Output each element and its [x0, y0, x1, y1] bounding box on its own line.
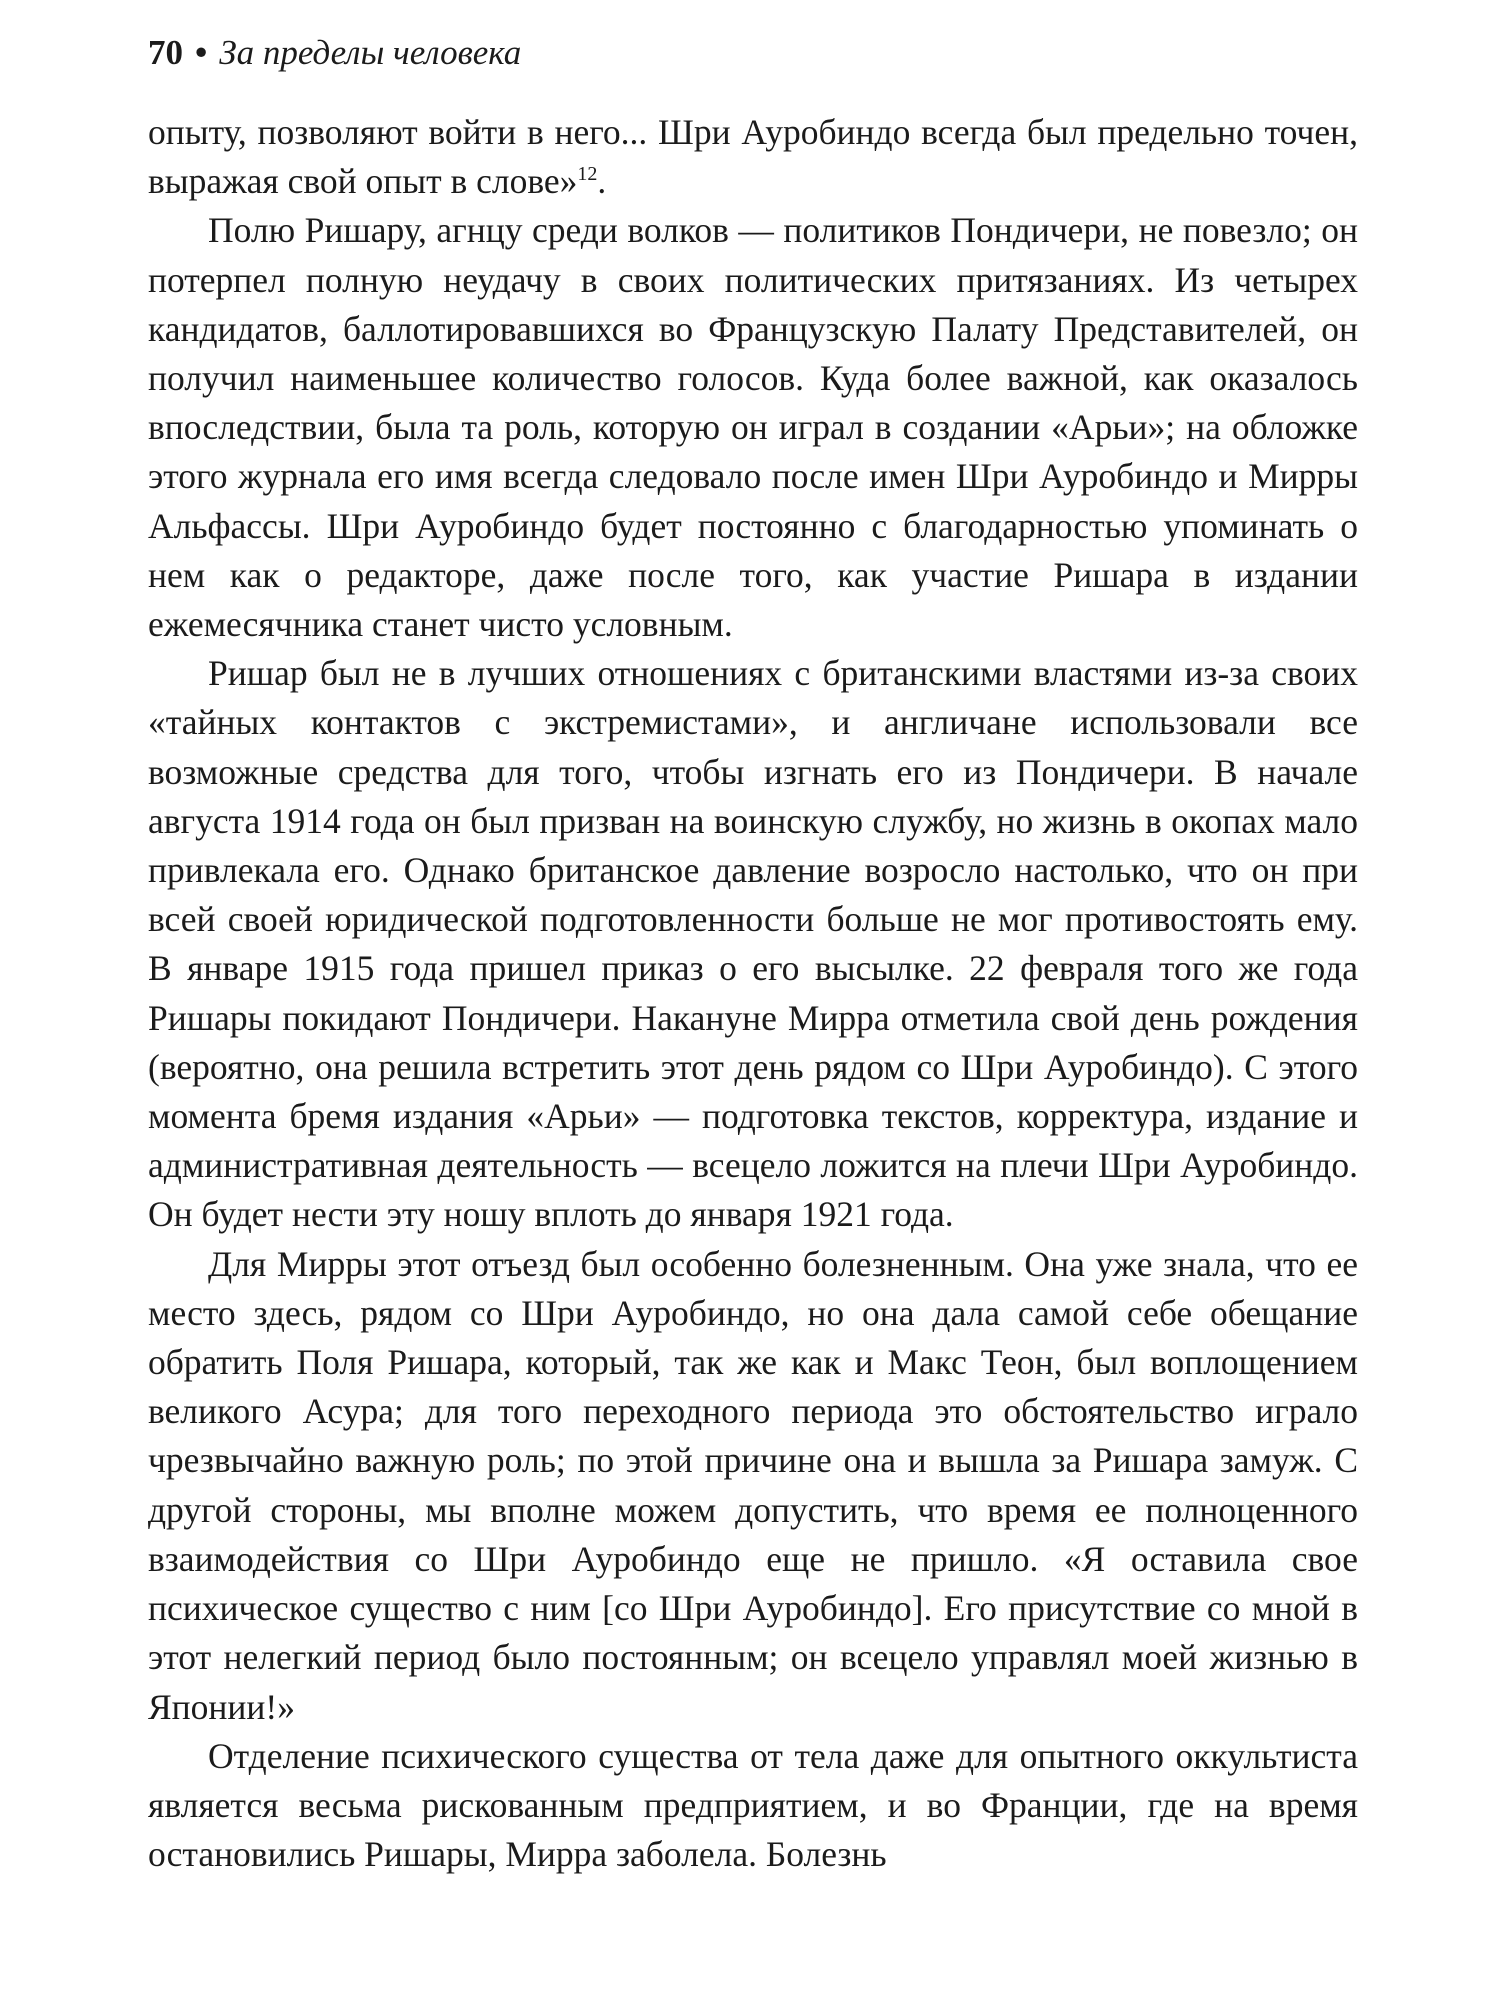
book-page	[148, 28, 1358, 1879]
page-number: 70	[148, 33, 183, 72]
paragraph: Полю Ришару, агнцу среди волков — политиков Пондичери, не повезло; он потерпел полную неудачу в своих политических притязаниях. Из четырех кандидатов, баллотировавшихся во Французскую Палату Представителей, он получил наименьшее количество голосов. Куда более важной, как оказалось впоследствии, была та роль, которую он играл в создании «Арьи»; на обложке этого журнала его имя всегда следовало после имен Шри Ауробиндо и Мирры Альфассы. Шри Ауробиндо будет постоянно с благодарностью упоминать о нем как о редакторе, даже после того, как участие Ришара в издании ежемесячника станет чисто условным.	[148, 210, 1358, 645]
paragraph-end-punct: .	[597, 161, 607, 202]
paragraph	[148, 108, 1358, 206]
body-text	[148, 108, 1358, 1879]
paragraph: Для Мирры этот отъезд был особенно болезненным. Она уже знала, что ее место здесь, рядом со Шри Ауробиндо, но она дала самой себе обещание обратить Поля Ришара, который, так же как и Макс Теон, был воплощением великого Асура; для того переходного периода это обстоятельство играло чрезвычайно важную роль; по этой причине она и вышла за Ришара замуж. С другой стороны, мы вполне можем допустить, что время ее полноценного взаимодействия со Шри Ауробиндо еще не пришло. «Я оставила свое психическое существо с ним [со Шри Ауробиндо]. Его присутствие со мной в этот нелегкий период было постоянным; он всецело управлял моей жизнью в Японии!»	[148, 1243, 1358, 1727]
footnote-ref: 12	[577, 163, 598, 186]
paragraph: Ришар был не в лучших отношениях с британскими властями из-за своих «тайных контактов с экстремистами», и англичане использовали все возможные средства для того, чтобы изгнать его из Пондичери. В начале августа 1914 года он был призван на воинскую службу, но жизнь в окопах мало привлекала его. Однако британское давление возросло настолько, что он при всей своей юридической подготовленности больше не мог противостоять ему. В январе 1915 года пришел приказ о его высылке. 22 февраля того же года Ришары покидают Пондичери. Накануне Мирра отметила свой день рождения (вероятно, она решила встретить этот день рядом со Шри Ауробиндо). С этого момента бремя издания «Арьи» — подготовка текстов, корректура, издание и административная деятельность — всецело ложится на плечи Шри Ауробиндо. Он будет нести эту ношу вплоть до января 1921 года.	[148, 653, 1358, 1235]
book-title: За пределы человека	[219, 33, 522, 72]
paragraph-text: опыту, позволяют войти в него... Шри Ауробиндо всегда был предельно точен, выражая свой опыт в слове»	[148, 112, 1358, 202]
paragraph: Отделение психического существа от тела даже для опытного оккультиста является весьма рискованным предприятием, и во Франции, где на время остановились Ришары, Мирра заболела. Болезнь	[148, 1735, 1358, 1875]
running-header	[148, 28, 1358, 88]
header-separator: •	[195, 33, 208, 72]
